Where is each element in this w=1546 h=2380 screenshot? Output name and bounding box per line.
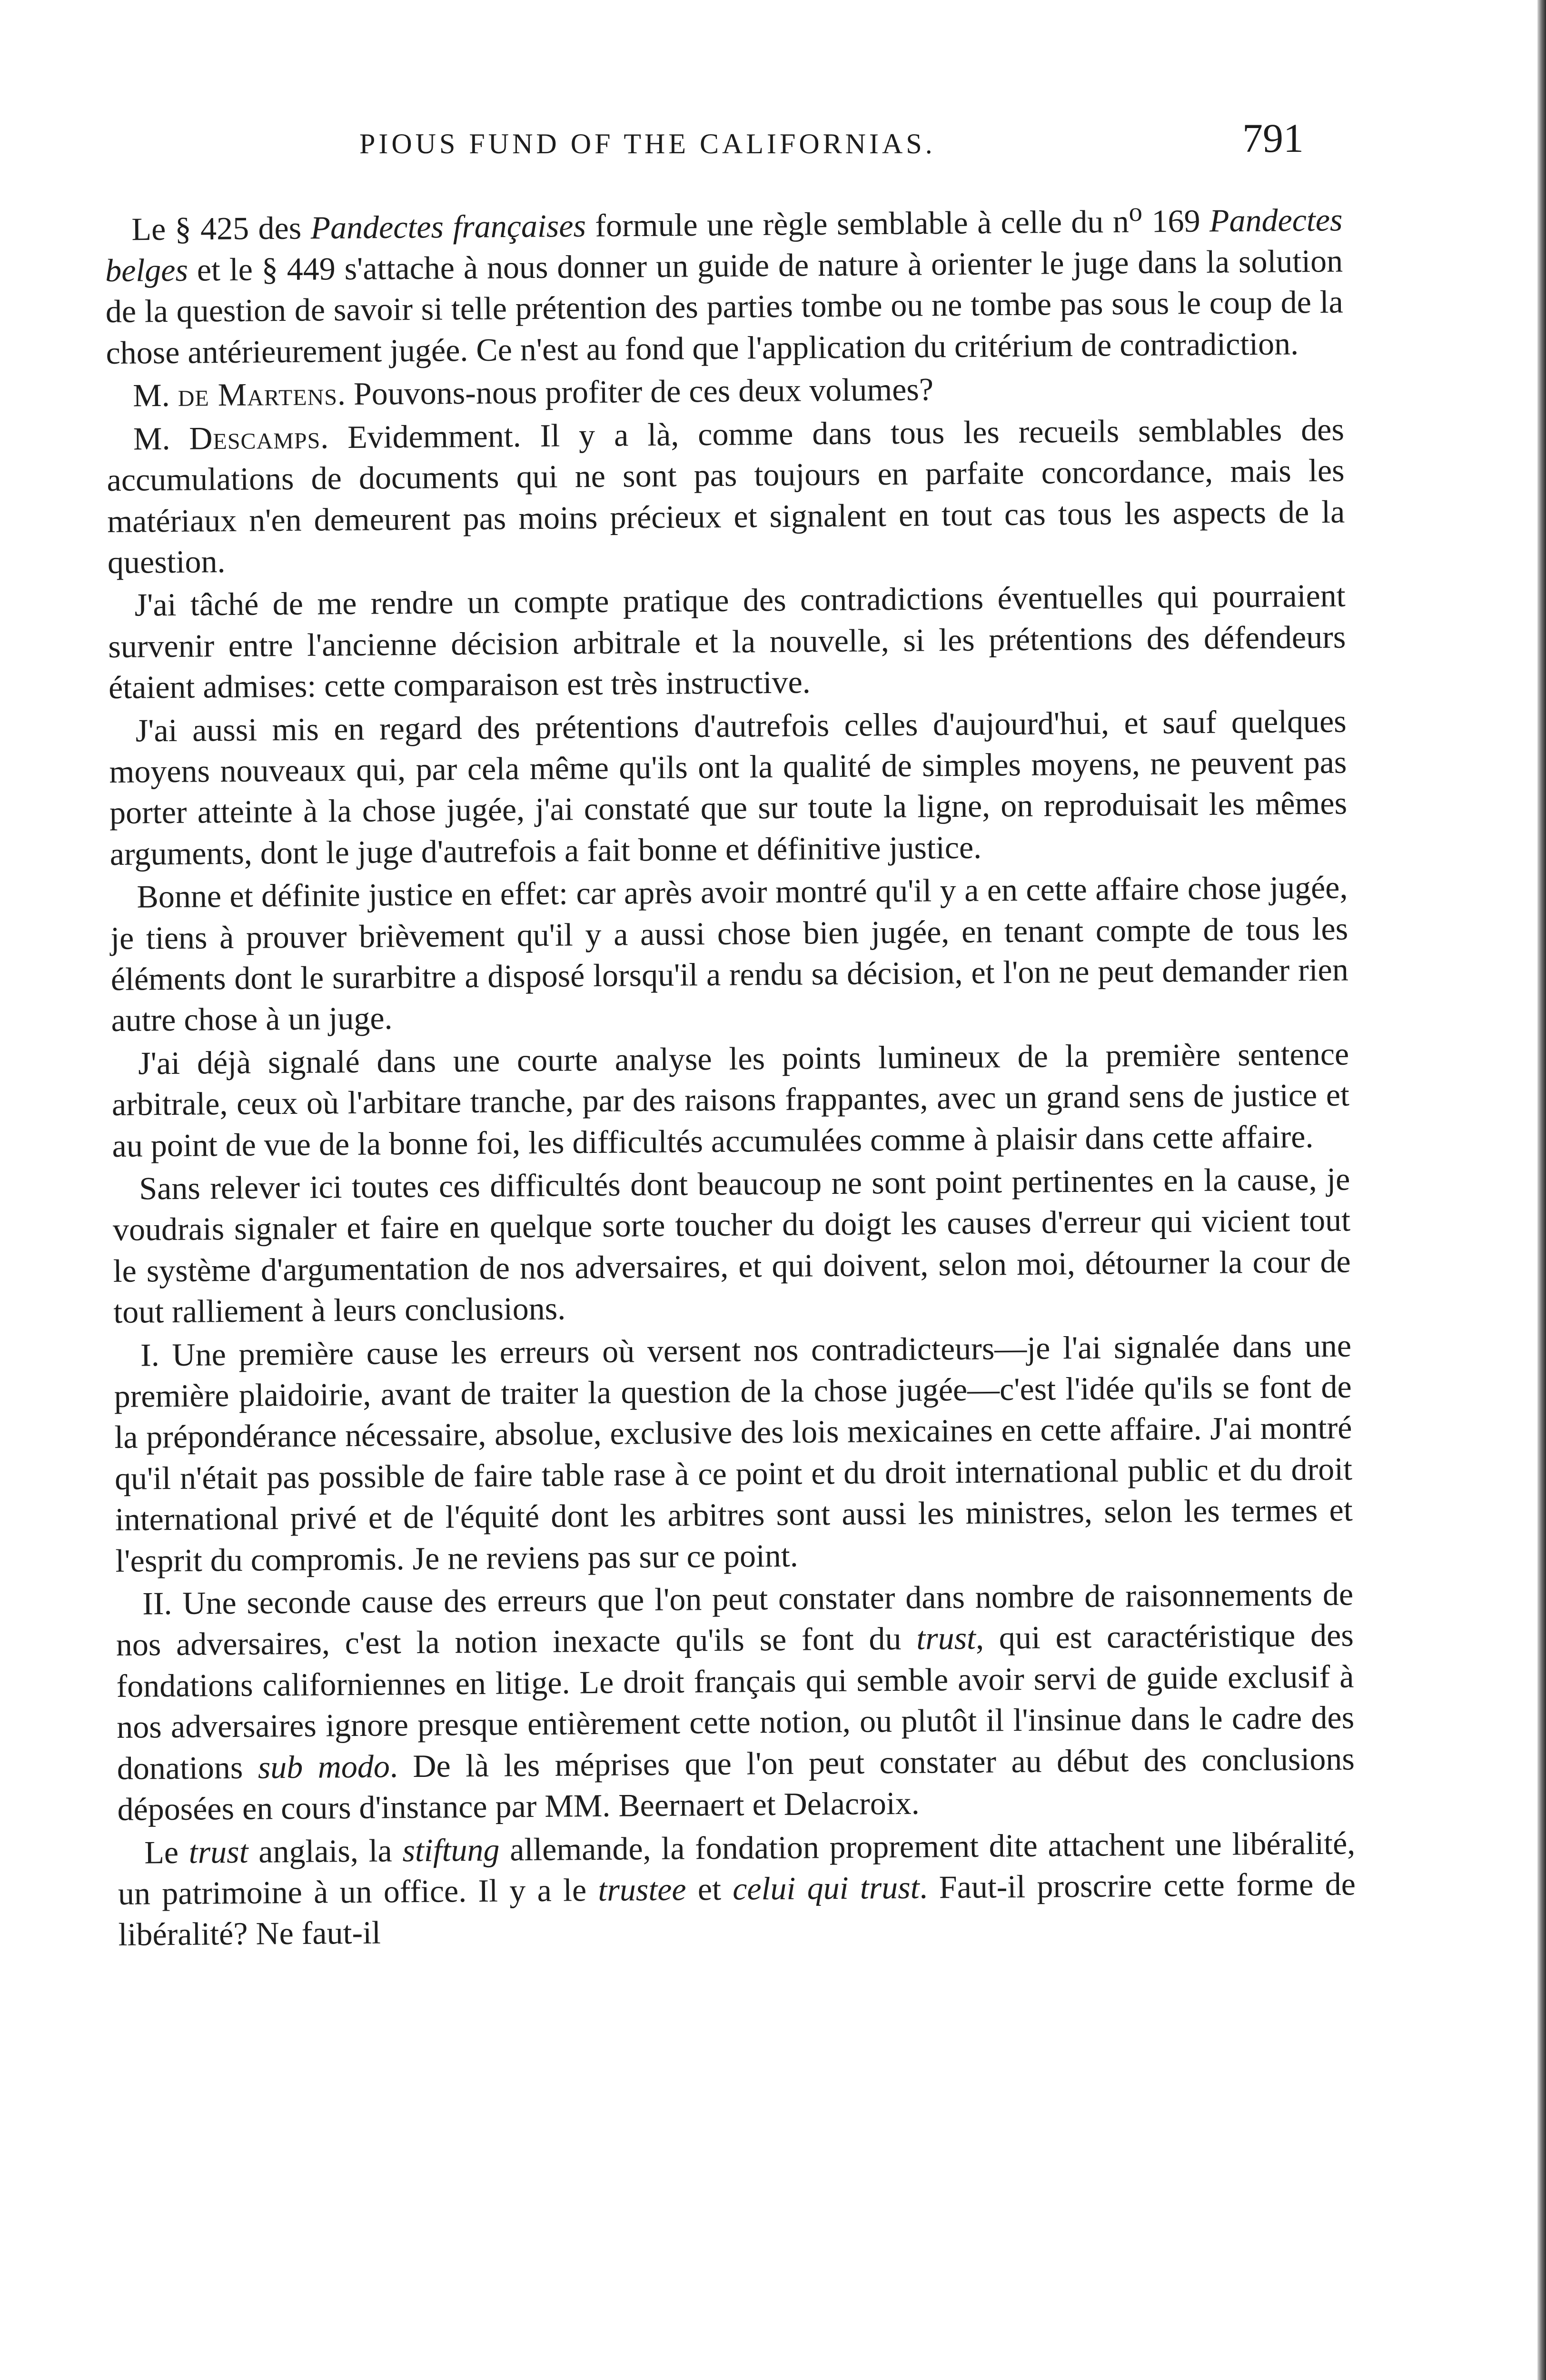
paragraph-4: J'ai tâché de me rendre un compte pratique des contradictions éventuelles qui pourraient survenir entre l'ancienne décision arbitrale et la nouvelle, si les prétentions des défendeurs étaient admises: cette comparaison est très instructive. xyxy=(108,577,1346,706)
text-run: allemande, la fondation proprement dite attachent une libéralité, un patrimoine à un office. Il y a le xyxy=(118,1824,1356,1912)
paragraph-5: J'ai aussi mis en regard des prétentions d'autrefois celles d'aujourd'hui, et sauf quelques moyens nouveaux qui, par cela même qu'ils ont la qualité de simples moyens, ne peuvent pas porter atteinte à la chose jugée, j'ai constaté que sur toute la ligne, on reproduisait les mêmes arguments, dont le juge d'autrefois a fait bonne et définitive justice. xyxy=(109,703,1348,872)
speaker-prefix: M. xyxy=(132,377,178,414)
body-text xyxy=(105,190,1356,1957)
italic-title: Pandectes françaises xyxy=(310,207,586,246)
text-run: II. Une seconde cause des erreurs que l'on peut constater dans nombre de raisonnements de nos adversaires, c'est la notion inexacte qu'ils se font du xyxy=(116,1576,1354,1663)
paragraph-1 xyxy=(105,190,1344,374)
running-title: PIOUS FUND OF THE CALIFORNIAS. xyxy=(359,128,936,159)
paragraph-6: Bonne et définite justice en effet: car après avoir montré qu'il y a en cette affaire chose jugée, je tiens à prouver brièvement qu'il y a aussi chose bien jugée, en tenant compte de tous les éléments dont le surarbitre a disposé lorsqu'il a rendu sa décision, et l'on ne peut demander rien autre chose à un juge. xyxy=(110,869,1349,1039)
italic-term: stiftung xyxy=(402,1831,500,1868)
text-run: et xyxy=(686,1870,733,1907)
speaker-prefix: M. xyxy=(133,420,189,457)
text-run: 169 xyxy=(1142,202,1210,239)
page-number: 791 xyxy=(1242,115,1304,161)
italic-term: trust xyxy=(188,1833,248,1870)
text-run: Le § 425 des xyxy=(131,209,311,248)
italic-title: Pandectes belges xyxy=(105,201,1343,289)
italic-term: trustee xyxy=(598,1871,686,1908)
paragraph-3 xyxy=(107,408,1346,583)
text-run: , qui est caractéristique des fondations californiennes en litige. Le droit français qui semble avoir servi de guide exclusif à nos adversaires ignore presque entièrement cette notion, ou plutôt il l'insinue dans le cadre des donations xyxy=(116,1616,1355,1786)
text-run: . De là les méprises que l'on peut constater au début des conclusions déposées en cours d'instance par MM. Beernaert et Delacroix. xyxy=(117,1740,1355,1827)
speaker-name: de Martens xyxy=(178,376,338,414)
paragraph-11 xyxy=(118,1822,1356,1955)
text-run: . Pouvons-nous profiter de ces deux volumes? xyxy=(337,371,934,412)
italic-term: trust xyxy=(916,1620,976,1657)
paragraph-8: Sans relever ici toutes ces difficultés dont beaucoup ne sont point pertinentes en la cause, je voudrais signaler et faire en quelque sorte toucher du doigt les causes d'erreur qui vicient tout le système d'argumentation de nos adversaires, et qui doivent, selon moi, détourner la cour de tout ralliement à leurs conclusions. xyxy=(112,1160,1351,1330)
text-run: anglais, la xyxy=(248,1832,403,1870)
paragraph-9: I. Une première cause les erreurs où versent nos contradicteurs—je l'ai signalée dans une première plaidoirie, avant de traiter la question de la chose jugée—c'est l'idée qu'ils se font de la prépondérance nécessaire, absolue, exclusive des lois mexicaines en cette affaire. J'ai montré qu'il n'était pas possible de faire table rase à ce point et du droit international public et du droit international privé et de l'équité dont les arbitres sont aussi les ministres, selon les termes et l'esprit du compromis. Je ne reviens pas sur ce point. xyxy=(114,1327,1353,1579)
paragraph-2 xyxy=(106,366,1344,416)
text-run: . Evidemment. Il y a là, comme dans tous les recueils semblables des accumulations de documents qui ne sont pas toujours en parfaite concordance, mais les matériaux n'en demeurent pas moins précieux et signalent en tout cas tous les aspects de la question. xyxy=(107,411,1345,580)
speaker-name: Descamps xyxy=(189,419,321,456)
italic-term: sub modo xyxy=(258,1748,390,1785)
text-run: . Faut-il proscrire cette forme de libéralité? Ne faut-il xyxy=(118,1865,1356,1953)
paragraph-7: J'ai déjà signalé dans une courte analyse les points lumineux de la première sentence arbitrale, ceux où l'arbitare tranche, par des raisons frappantes, avec un grand sens de justice et au point de vue de la bonne foi, les difficultés accumulées comme à plaisir dans cette affaire. xyxy=(111,1035,1350,1164)
italic-term: celui qui trust xyxy=(732,1869,920,1907)
superscript: o xyxy=(1129,197,1143,228)
text-run: Le xyxy=(144,1834,189,1870)
text-run: et le § 449 s'attache à nous donner un guide de nature à orienter le juge dans la solution de la question de savoir si telle prétention des parties tombe ou ne tombe pas sous le coup de la chose antérieurement jugée. Ce n'est au fond que l'application du critérium de contradiction. xyxy=(105,242,1344,371)
page-header xyxy=(0,114,1546,167)
text-run: formule une règle semblable à celle du n xyxy=(585,203,1130,244)
paragraph-10 xyxy=(116,1574,1355,1830)
